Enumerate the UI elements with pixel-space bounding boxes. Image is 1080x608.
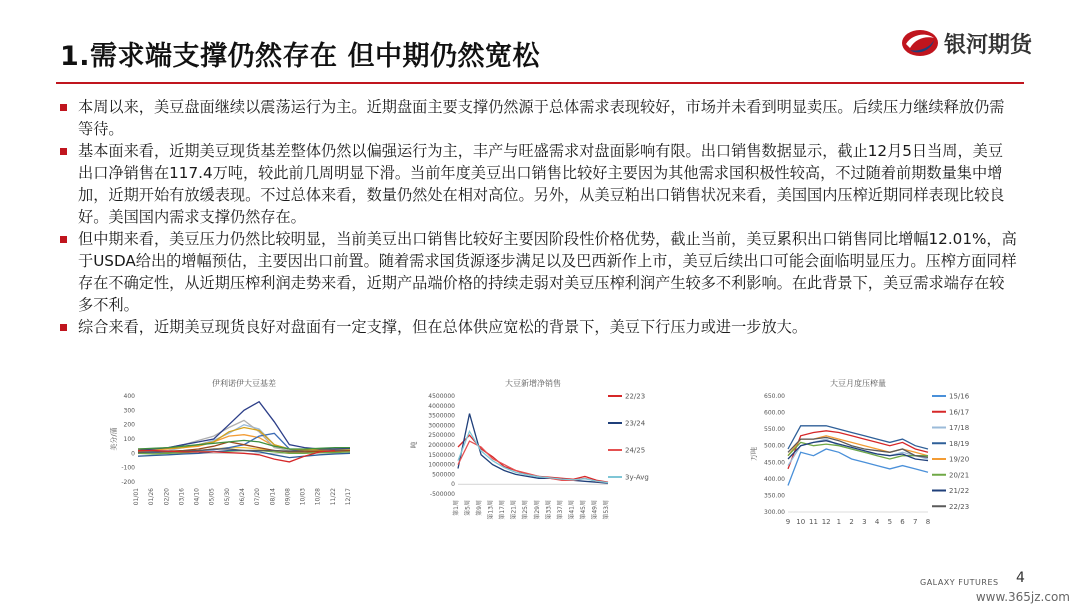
y-tick-label: 3500000 bbox=[428, 412, 455, 420]
x-tick-label: 12 bbox=[821, 518, 831, 526]
title-divider bbox=[56, 82, 1024, 84]
y-tick-label: 200 bbox=[123, 421, 135, 429]
legend-label: 20/21 bbox=[949, 471, 970, 480]
x-tick-label: 第21周 bbox=[510, 500, 518, 520]
x-tick-label: 4 bbox=[874, 518, 880, 526]
y-tick-label: 0 bbox=[451, 481, 455, 489]
x-tick-label: 10 bbox=[796, 518, 806, 526]
bullet-square-icon bbox=[60, 236, 67, 243]
x-tick-label: 03/16 bbox=[178, 488, 186, 506]
page-number: 4 bbox=[1016, 570, 1025, 586]
x-tick-label: 06/24 bbox=[239, 488, 246, 506]
bullet-text: 本周以来，美豆盘面继续以震荡运行为主。近期盘面主要支撑仍然源于总体需求表现较好，市场并未看到明显卖压。后续压力继续释放仍需等待。 bbox=[78, 98, 1005, 138]
crush-chart bbox=[748, 374, 988, 534]
x-tick-label: 第41周 bbox=[568, 500, 576, 520]
chart-title: 伊利诺伊大豆基差 bbox=[212, 379, 276, 388]
bullet-text: 但中期来看，美豆压力仍然比较明显，当前美豆出口销售比较好主要因阶段性价格优势，截止当前，美豆累积出口销售同比增幅12.01%，高于USDA给出的增幅预估，主要因出口前置。随着需求国货源逐步满足以及巴西新作上市，美豆后续出口可能会面临明显压力。压榨方面同样存在不确定性，从近期压榨利润走势来看，近期产品端价格的持续走弱对美豆压榨利润产生较多不利影响。在此背景下，美豆需求端存在较多不利。 bbox=[78, 230, 1017, 314]
x-tick-label: 01/26 bbox=[148, 488, 156, 506]
legend-label: 23/24 bbox=[625, 419, 646, 428]
x-tick-label: 1 bbox=[836, 518, 842, 526]
bullet-square-icon bbox=[60, 148, 67, 155]
x-tick-label: 第13周 bbox=[487, 500, 495, 520]
brand-logo bbox=[900, 26, 1032, 60]
y-tick-label: 3000000 bbox=[428, 422, 455, 430]
y-tick-label: 4000000 bbox=[428, 402, 455, 410]
x-tick-label: 6 bbox=[900, 518, 905, 526]
legend-label: 21/22 bbox=[949, 487, 970, 495]
bullet-item bbox=[58, 228, 1018, 316]
x-tick-label: 7 bbox=[913, 518, 918, 526]
x-tick-label: 第49周 bbox=[591, 500, 599, 520]
y-tick-label: -500000 bbox=[429, 491, 455, 498]
x-tick-label: 09/08 bbox=[284, 488, 292, 506]
legend-label: 3y-Avg bbox=[625, 473, 649, 482]
y-tick-label: 400 bbox=[123, 393, 135, 400]
x-tick-label: 10/28 bbox=[314, 488, 322, 506]
y-axis-label: 吨 bbox=[410, 441, 418, 449]
series-line-15-16 bbox=[788, 449, 928, 486]
x-tick-label: 9 bbox=[785, 518, 791, 526]
x-tick-label: 01/01 bbox=[133, 488, 140, 506]
bullet-item bbox=[58, 140, 1018, 228]
brand-name: 银河期货 bbox=[943, 32, 1032, 58]
x-tick-label: 第53周 bbox=[603, 500, 610, 520]
y-tick-label: 300 bbox=[123, 407, 135, 415]
x-tick-label: 11/22 bbox=[329, 488, 337, 506]
chart-title: 大豆新增净销售 bbox=[505, 379, 561, 388]
basis-chart bbox=[108, 374, 358, 534]
x-tick-label: 2 bbox=[849, 518, 854, 526]
x-tick-label: 05/05 bbox=[208, 488, 216, 506]
series-line-2021 bbox=[138, 428, 350, 450]
basis-chart-svg bbox=[108, 374, 358, 534]
y-tick-label: 2000000 bbox=[428, 442, 455, 449]
x-tick-label: 11 bbox=[808, 518, 818, 526]
y-tick-label: 350.00 bbox=[764, 492, 785, 500]
legend-label: 19/20 bbox=[949, 455, 970, 464]
page-title: 1.需求端支撑仍然存在 但中期仍然宽松 bbox=[60, 41, 540, 72]
x-tick-label: 第37周 bbox=[556, 500, 564, 520]
bullet-text: 基本面来看，近期美豆现货基差整体仍然以偏强运行为主，丰产与旺盛需求对盘面影响有限。出口销售数据显示，截止12月5日当周，美豆出口净销售在117.4万吨，较此前几周明显下滑。当前年度美豆出口销售比较好主要因为其他需求国积极性较高，不过随着前期数量集中增加，近期开始有放缓表现。不过总体来看，数量仍然处在相对高位。另外，从美豆粕出口销售状况来看，美国国内压榨近期同样表现比较良好。美国国内需求支撑仍然存在。 bbox=[78, 142, 1005, 226]
y-tick-label: 100 bbox=[123, 436, 135, 443]
y-tick-label: 500000 bbox=[432, 471, 455, 479]
legend-label: 22/23 bbox=[625, 392, 646, 401]
bullet-item bbox=[58, 316, 1018, 338]
net-sales-chart-svg bbox=[408, 374, 678, 534]
y-axis-label: 万吨 bbox=[750, 447, 758, 461]
y-tick-label: 0 bbox=[131, 450, 135, 458]
y-tick-label: 500.00 bbox=[764, 442, 785, 450]
bullet-list bbox=[58, 96, 1018, 338]
bullet-item bbox=[58, 96, 1018, 140]
footer-brand: GALAXY FUTURES bbox=[920, 578, 999, 587]
x-tick-label: 第9周 bbox=[476, 500, 484, 516]
x-tick-label: 第5周 bbox=[464, 500, 472, 516]
charts-row bbox=[108, 374, 988, 534]
y-tick-label: 400.00 bbox=[764, 475, 785, 483]
x-tick-label: 12/17 bbox=[345, 488, 352, 506]
x-tick-label: 05/30 bbox=[223, 488, 231, 506]
x-tick-label: 第25周 bbox=[522, 500, 530, 520]
y-tick-label: 650.00 bbox=[764, 393, 785, 400]
series-line-2022 bbox=[138, 402, 350, 451]
x-tick-label: 8 bbox=[925, 518, 931, 526]
legend-label: 17/18 bbox=[949, 424, 970, 432]
y-tick-label: 1000000 bbox=[428, 461, 455, 469]
crush-chart-svg bbox=[748, 374, 988, 534]
x-tick-label: 07/20 bbox=[254, 488, 262, 506]
legend-label: 15/16 bbox=[949, 392, 970, 401]
legend-label: 18/19 bbox=[949, 439, 970, 448]
x-tick-label: 04/10 bbox=[193, 488, 201, 506]
y-tick-label: 600.00 bbox=[764, 409, 785, 417]
y-axis-label: 美分/蒲 bbox=[110, 427, 118, 451]
y-tick-label: -100 bbox=[121, 464, 135, 472]
y-tick-label: 1500000 bbox=[428, 451, 455, 459]
y-tick-label: -200 bbox=[121, 479, 135, 486]
y-tick-label: 550.00 bbox=[764, 426, 785, 434]
x-tick-label: 第29周 bbox=[533, 500, 541, 520]
galaxy-logo-icon bbox=[900, 26, 940, 60]
x-tick-label: 第45周 bbox=[579, 500, 587, 520]
chart-title: 大豆月度压榨量 bbox=[830, 379, 886, 388]
bullet-text: 综合来看，近期美豆现货良好对盘面有一定支撑，但在总体供应宽松的背景下，美豆下行压力或进一步放大。 bbox=[78, 318, 807, 336]
y-tick-label: 300.00 bbox=[764, 509, 785, 516]
legend-label: 24/25 bbox=[625, 446, 646, 455]
net-sales-chart bbox=[408, 374, 678, 534]
y-tick-label: 2500000 bbox=[428, 432, 455, 440]
x-tick-label: 5 bbox=[887, 518, 893, 526]
bullet-square-icon bbox=[60, 104, 67, 111]
x-tick-label: 第1周 bbox=[453, 500, 460, 516]
x-tick-label: 第33周 bbox=[545, 500, 553, 520]
x-tick-label: 3 bbox=[862, 518, 867, 526]
x-tick-label: 02/20 bbox=[163, 488, 171, 506]
bullet-square-icon bbox=[60, 324, 67, 331]
x-tick-label: 第17周 bbox=[499, 500, 507, 520]
watermark: www.365jz.com bbox=[975, 590, 1070, 604]
x-tick-label: 10/03 bbox=[299, 488, 307, 506]
legend-label: 16/17 bbox=[949, 408, 970, 417]
legend-label: 22/23 bbox=[949, 502, 970, 511]
x-tick-label: 08/14 bbox=[269, 488, 277, 506]
y-tick-label: 450.00 bbox=[764, 459, 785, 467]
y-tick-label: 4500000 bbox=[428, 393, 455, 400]
